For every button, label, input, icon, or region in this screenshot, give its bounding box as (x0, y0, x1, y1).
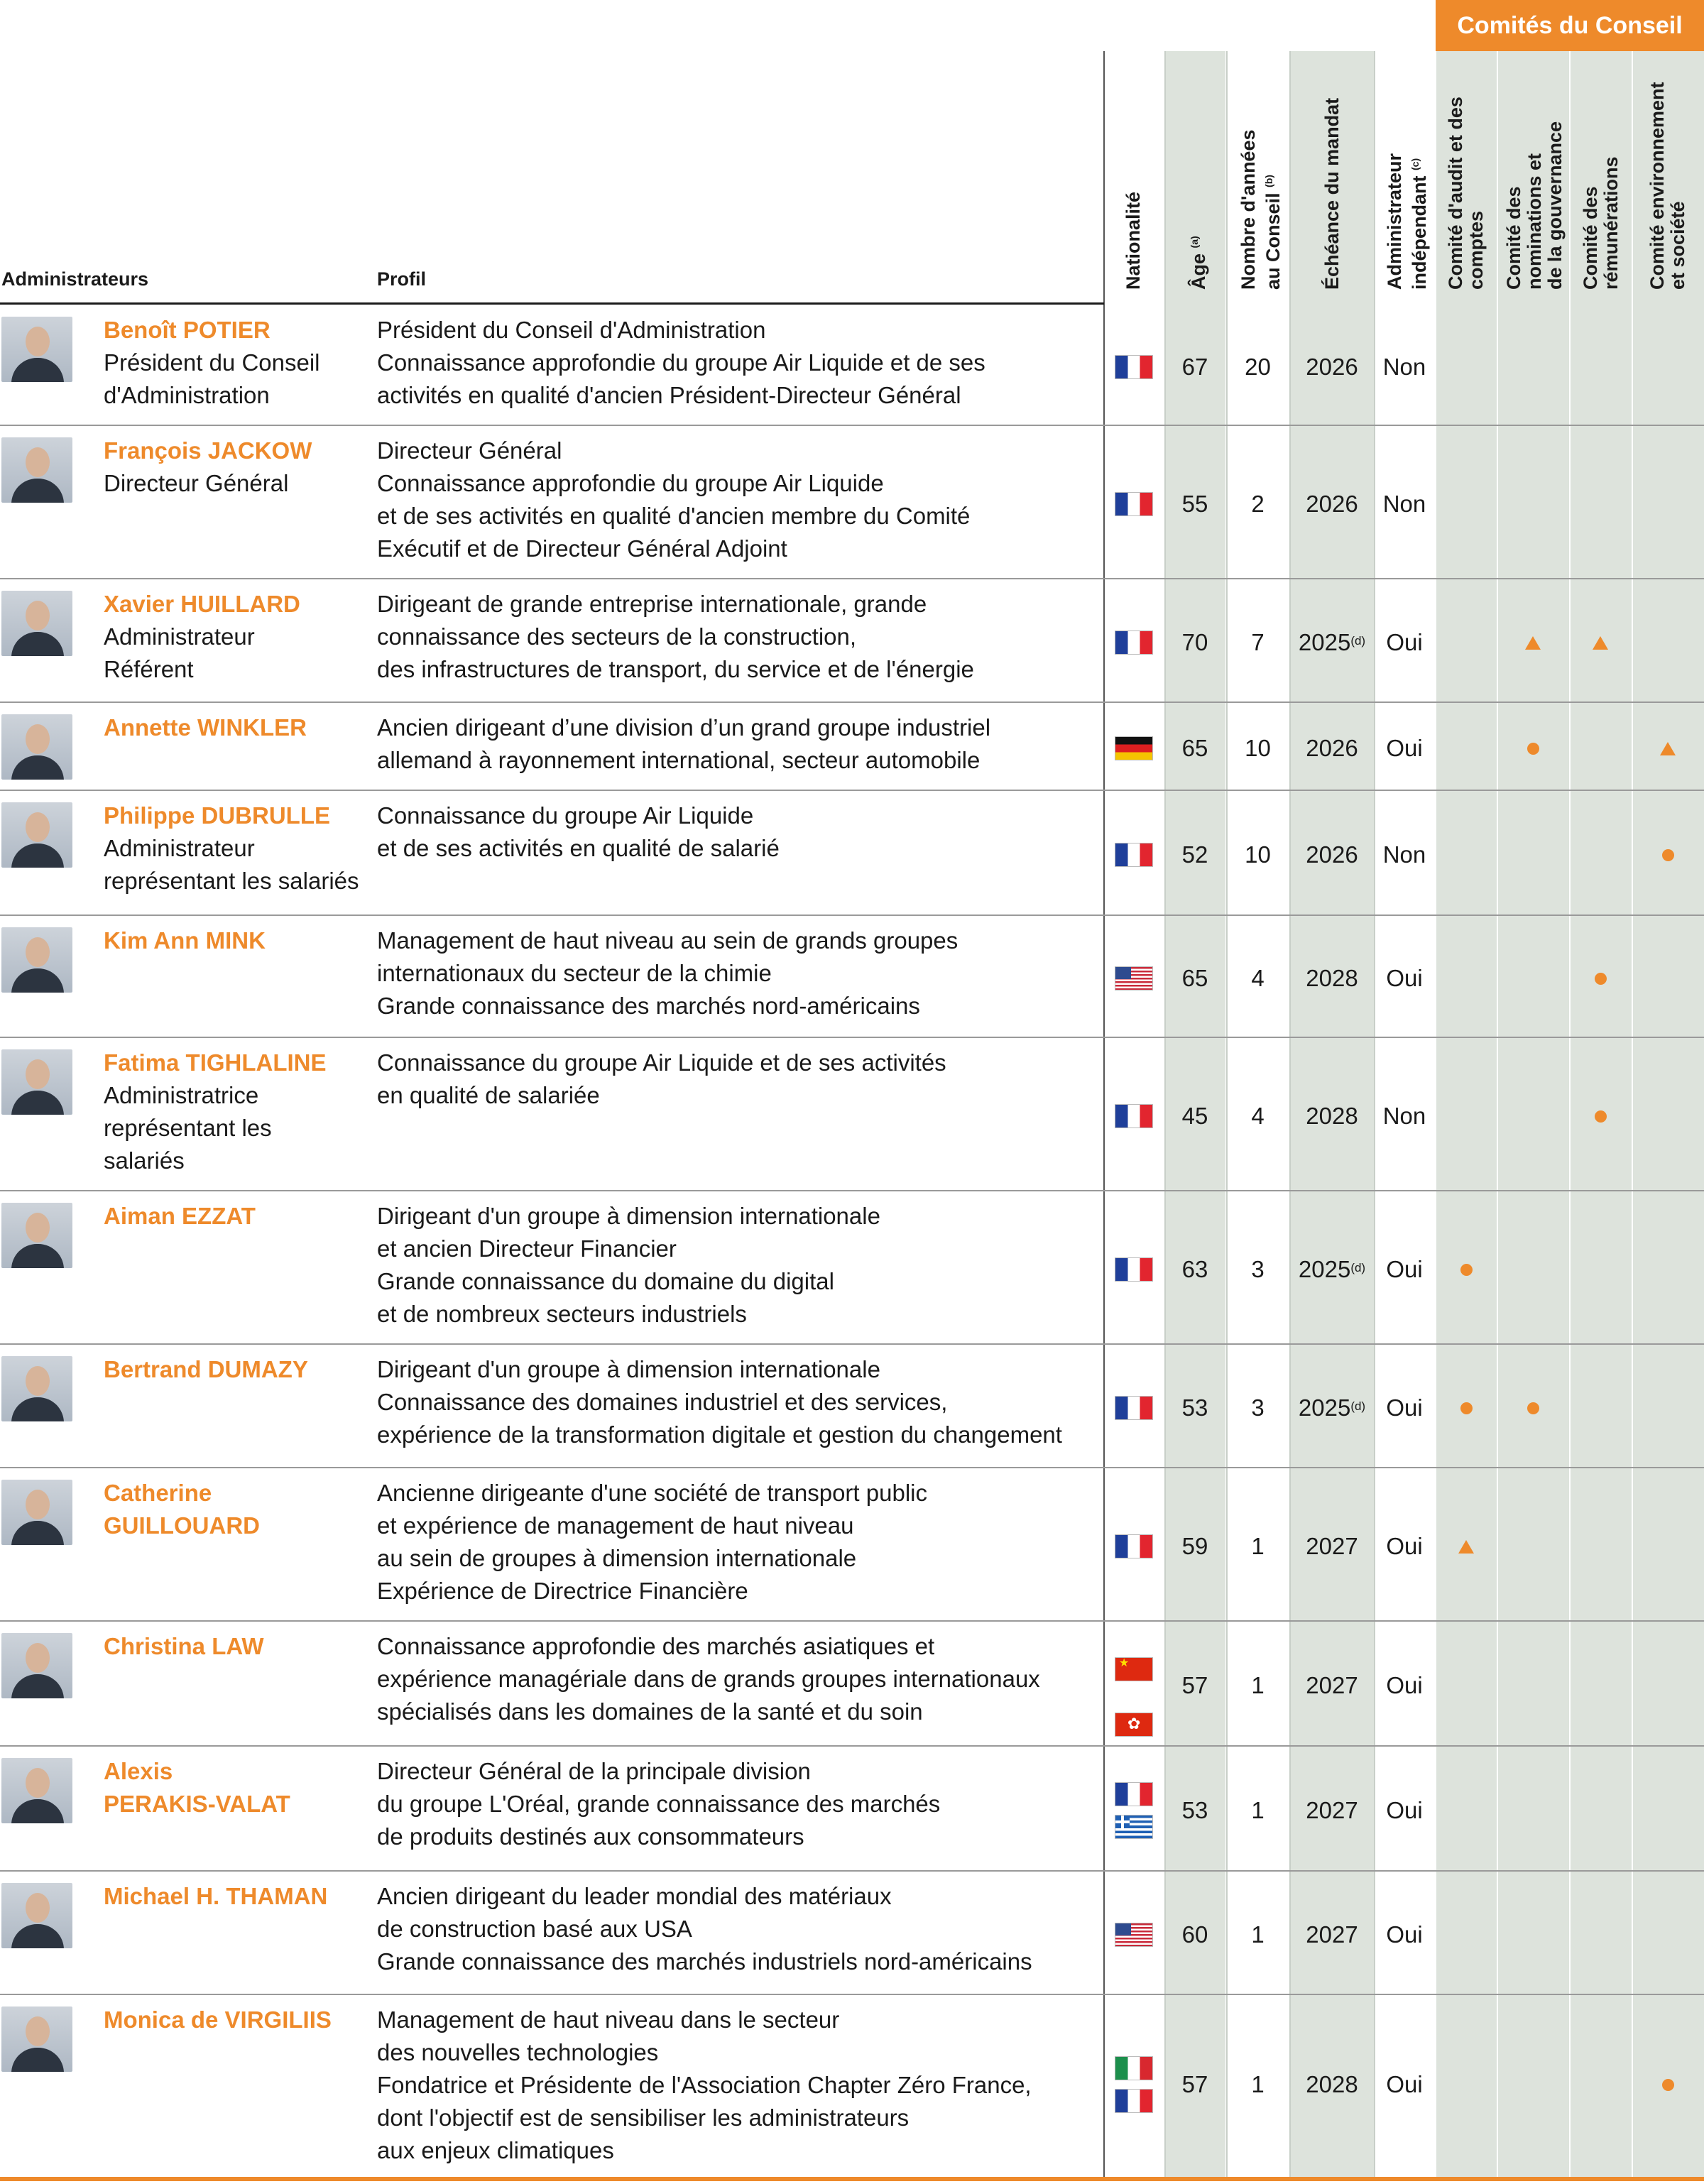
independent-value: Non (1382, 1103, 1426, 1129)
photo-head (26, 724, 50, 754)
age-value: 45 (1181, 1103, 1208, 1129)
director-profile: Dirigeant de grande entreprise internationale, grande connaissance des secteurs de la construction, des infrastructures de transport, du service et de l'énergie (377, 591, 974, 682)
director-profile: Connaissance du groupe Air Liquide et de ses activités en qualité de salarié (377, 802, 780, 861)
photo-head (26, 2016, 50, 2046)
header-term-expiry: Échéance du mandat (1321, 97, 1343, 290)
row-divider (0, 1190, 1704, 1191)
header-age: Âge $^{(a)}$ (1188, 236, 1209, 290)
header-profile: Profil (377, 268, 427, 290)
director-name: Michael H. THAMAN (104, 1883, 328, 1909)
director-profile: Connaissance du groupe Air Liquide et de ses activités en qualité de salariée (377, 1049, 946, 1108)
director-photo (1, 1480, 72, 1545)
age-value: 65 (1181, 965, 1208, 991)
term-year: 2025 (1298, 1394, 1351, 1421)
photo-body (11, 1244, 64, 1268)
age-value: 55 (1181, 491, 1208, 517)
france-flag-icon (1115, 631, 1152, 654)
column-divider (1435, 51, 1436, 2177)
environment-member-dot-icon (1662, 849, 1674, 861)
years-on-board-value: 3 (1251, 1394, 1265, 1421)
term-year: 2025 (1298, 1256, 1351, 1282)
column-divider (1569, 51, 1571, 2177)
age-value: 53 (1181, 1394, 1208, 1421)
director-name: Fatima TIGHLALINE (104, 1049, 327, 1076)
director-photo (1, 1356, 72, 1421)
row-divider (0, 914, 1704, 916)
independent-value: Oui (1386, 1394, 1423, 1421)
independent-value: Oui (1386, 1797, 1423, 1823)
photo-body (11, 1521, 64, 1545)
row-divider (0, 1994, 1704, 1995)
director-role: Administrateur représentant les salariés (104, 835, 359, 894)
usa-flag-icon (1115, 967, 1152, 990)
director-profile: Directeur Général de la principale division du groupe L'Oréal, grande connaissance des marchés de produits destinés aux consommateurs (377, 1758, 941, 1850)
header-years-on-board: Nombre d'années au Conseil $^{(b)}$ (1238, 129, 1284, 290)
term-year: 2026 (1306, 491, 1358, 517)
independent-value: Oui (1386, 2071, 1423, 2097)
column-divider (1632, 51, 1633, 2177)
remuneration-member-dot-icon (1595, 973, 1607, 985)
years-on-board-value: 4 (1251, 1103, 1265, 1129)
france-flag-icon (1115, 493, 1152, 515)
age-value: 59 (1181, 1533, 1208, 1559)
photo-body (11, 479, 64, 503)
photo-body (11, 1799, 64, 1823)
years-on-board-value: 1 (1251, 2071, 1265, 2097)
director-photo (1, 1883, 72, 1948)
france-flag-icon (1115, 1105, 1152, 1128)
director-photo (1, 802, 72, 868)
years-on-board-value: 10 (1245, 735, 1271, 761)
independent-value: Oui (1386, 735, 1423, 761)
independent-value: Oui (1386, 1533, 1423, 1559)
director-role: Administratrice représentant les salariés (104, 1082, 272, 1174)
photo-head (26, 1893, 50, 1923)
director-name: Christina LAW (104, 1633, 264, 1659)
photo-body (11, 358, 64, 382)
term-expiry-value (1290, 488, 1374, 520)
greece-flag-icon (1115, 1816, 1152, 1838)
term-expiry-value (1290, 962, 1374, 995)
director-photo (1, 1758, 72, 1823)
photo-body (11, 1924, 64, 1948)
age-value: 60 (1181, 1921, 1208, 1948)
term-year: 2026 (1306, 841, 1358, 868)
director-photo (1, 927, 72, 993)
director-photo (1, 591, 72, 656)
header-environment-committee: Comité environnement et société (1646, 82, 1688, 290)
director-profile: Connaissance approfondie des marchés asiatiques et expérience managériale dans de grands groupes internationaux spécialisés dans les domaines de la santé et du soin (377, 1633, 1040, 1725)
years-on-board-value: 1 (1251, 1533, 1265, 1559)
remuneration-chair-triangle-icon (1593, 636, 1608, 650)
row-divider (0, 1343, 1704, 1345)
term-expiry-value (1290, 1918, 1374, 1951)
independent-value: Non (1382, 491, 1426, 517)
row-divider (0, 1620, 1704, 1622)
photo-body (11, 632, 64, 656)
row-divider (0, 1745, 1704, 1747)
term-year: 2028 (1306, 2071, 1358, 2097)
photo-body (11, 843, 64, 868)
director-photo (1, 437, 72, 503)
term-footnote: (d) (1350, 1399, 1366, 1413)
row-divider (0, 425, 1704, 426)
director-name: François JACKOW (104, 437, 312, 464)
term-year: 2028 (1306, 965, 1358, 991)
france-flag-icon (1115, 1783, 1152, 1806)
years-on-board-value: 3 (1251, 1256, 1265, 1282)
environment-chair-triangle-icon (1660, 742, 1676, 755)
photo-head (26, 1768, 50, 1798)
years-on-board-value: 1 (1251, 1672, 1265, 1698)
term-expiry-value (1290, 1669, 1374, 1702)
age-value: 57 (1181, 2071, 1208, 2097)
nominations-member-dot-icon (1527, 743, 1539, 755)
age-value: 57 (1181, 1672, 1208, 1698)
director-role: Directeur Général (104, 470, 289, 496)
photo-head (26, 447, 50, 477)
director-name: Benoît POTIER (104, 317, 271, 343)
column-divider (1103, 51, 1105, 2177)
france-flag-icon (1115, 2090, 1152, 2112)
photo-head (26, 1059, 50, 1089)
photo-body (11, 1091, 64, 1115)
china-flag-icon (1115, 1658, 1152, 1681)
term-expiry-value (1290, 1530, 1374, 1563)
term-expiry-value (1290, 1100, 1374, 1132)
director-photo (1, 2006, 72, 2072)
term-year: 2027 (1306, 1672, 1358, 1698)
photo-head (26, 1490, 50, 1519)
director-role: Administrateur Référent (104, 623, 255, 682)
photo-head (26, 1213, 50, 1243)
director-name: Monica de VIRGILIIS (104, 2006, 332, 2033)
term-year: 2027 (1306, 1797, 1358, 1823)
germany-flag-icon (1115, 737, 1152, 760)
independent-value: Non (1382, 841, 1426, 868)
table-bottom-rule (0, 2177, 1704, 2181)
row-divider (0, 790, 1704, 791)
photo-head (26, 937, 50, 967)
column-divider (1497, 51, 1498, 2177)
director-name: Bertrand DUMAZY (104, 1356, 308, 1382)
row-divider (0, 578, 1704, 579)
director-profile: Directeur Général Connaissance approfondie du groupe Air Liquide et de ses activités en qualité d'ancien membre du Comité Exécutif et de Directeur Général Adjoint (377, 437, 971, 562)
term-year: 2027 (1306, 1533, 1358, 1559)
nominations-chair-triangle-icon (1525, 636, 1541, 650)
photo-head (26, 327, 50, 356)
photo-head (26, 1366, 50, 1396)
row-divider (0, 1037, 1704, 1038)
director-photo (1, 1049, 72, 1115)
term-expiry-value (1290, 351, 1374, 383)
independent-value: Oui (1386, 1921, 1423, 1948)
hong-kong-flag-icon (1115, 1713, 1152, 1736)
independent-value: Oui (1386, 629, 1423, 655)
term-expiry-value (1290, 732, 1374, 765)
header-independent: Administrateur indépendant $^{(c)}$ (1384, 153, 1430, 290)
photo-body (11, 1397, 64, 1421)
director-photo (1, 1633, 72, 1698)
age-value: 63 (1181, 1256, 1208, 1282)
director-photo (1, 1203, 72, 1268)
row-divider (0, 1467, 1704, 1468)
italy-flag-icon (1115, 2057, 1152, 2080)
years-on-board-value: 2 (1251, 491, 1265, 517)
director-profile: Dirigeant d'un groupe à dimension internationale et ancien Directeur Financier Grande connaissance du domaine du digital et de nombreux secteurs industriels (377, 1203, 880, 1327)
director-name: Catherine GUILLOUARD (104, 1480, 260, 1539)
director-profile: Ancien dirigeant du leader mondial des matériaux de construction basé aux USA Grande connaissance des marchés industriels nord-américains (377, 1883, 1032, 1975)
france-flag-icon (1115, 843, 1152, 866)
term-footnote: (d) (1350, 1261, 1366, 1274)
independent-value: Oui (1386, 965, 1423, 991)
header-directors: Administrateurs (1, 268, 149, 290)
term-year: 2025 (1298, 629, 1351, 655)
independent-value: Oui (1386, 1256, 1423, 1282)
director-name: Xavier HUILLARD (104, 591, 300, 617)
years-on-board-value: 7 (1251, 629, 1265, 655)
photo-body (11, 1674, 64, 1698)
term-expiry-value (1290, 1794, 1374, 1827)
director-name: Annette WINKLER (104, 714, 307, 741)
director-role: Président du Conseil d'Administration (104, 349, 320, 408)
france-flag-icon (1115, 1535, 1152, 1558)
france-flag-icon (1115, 1397, 1152, 1419)
row-divider (0, 1870, 1704, 1872)
term-expiry-value (1290, 1253, 1374, 1286)
photo-head (26, 812, 50, 842)
age-value: 70 (1181, 629, 1208, 655)
term-year: 2026 (1306, 354, 1358, 380)
age-value: 53 (1181, 1797, 1208, 1823)
years-on-board-value: 10 (1245, 841, 1271, 868)
years-on-board-value: 4 (1251, 965, 1265, 991)
age-value: 67 (1181, 354, 1208, 380)
independent-value: Oui (1386, 1672, 1423, 1698)
photo-body (11, 755, 64, 780)
term-year: 2028 (1306, 1103, 1358, 1129)
director-name: Alexis PERAKIS-VALAT (104, 1758, 290, 1817)
header-remuneration-committee: Comité des rémunérations (1580, 156, 1622, 290)
header-rule (0, 302, 1104, 305)
header-audit-committee: Comité d'audit et des comptes (1445, 97, 1487, 290)
france-flag-icon (1115, 1258, 1152, 1281)
director-profile: Management de haut niveau dans le secteur des nouvelles technologies Fondatrice et Présidente de l'Association Chapter Zéro France, dont l'objectif est de sensibiliser les administrateurs aux enjeux climatiques (377, 2006, 1032, 2163)
age-value: 65 (1181, 735, 1208, 761)
row-divider (0, 701, 1704, 703)
term-expiry-value (1290, 2068, 1374, 2101)
committees-title: Comités du Conseil (1436, 0, 1704, 51)
header-nominations-committee: Comité des nominations et de la gouvernance (1503, 121, 1566, 290)
photo-body (11, 968, 64, 993)
environment-member-dot-icon (1662, 2079, 1674, 2091)
photo-head (26, 601, 50, 630)
audit-member-dot-icon (1460, 1264, 1473, 1276)
director-photo (1, 714, 72, 780)
independent-value: Non (1382, 354, 1426, 380)
director-name: Aiman EZZAT (104, 1203, 256, 1229)
director-profile: Ancienne dirigeante d'une société de transport public et expérience de management de haut niveau au sein de groupes à dimension internationale Expérience de Directrice Financière (377, 1480, 927, 1604)
director-profile: Dirigeant d'un groupe à dimension internationale Connaissance des domaines industriel et des services, expérience de la transformation digitale et gestion du changement (377, 1356, 1062, 1448)
director-profile: Ancien dirigeant d’une division d’un grand groupe industriel allemand à rayonnement international, secteur automobile (377, 714, 991, 773)
age-value: 52 (1181, 841, 1208, 868)
term-expiry-value (1290, 1392, 1374, 1424)
audit-member-dot-icon (1460, 1402, 1473, 1414)
audit-chair-triangle-icon (1458, 1540, 1474, 1554)
director-name: Kim Ann MINK (104, 927, 266, 954)
photo-head (26, 1643, 50, 1673)
director-profile: Président du Conseil d'Administration Connaissance approfondie du groupe Air Liquide et de ses activités en qualité d'ancien Président-Directeur Général (377, 317, 985, 408)
nominations-member-dot-icon (1527, 1402, 1539, 1414)
years-on-board-value: 1 (1251, 1921, 1265, 1948)
director-name: Philippe DUBRULLE (104, 802, 330, 829)
france-flag-icon (1115, 356, 1152, 378)
term-year: 2026 (1306, 735, 1358, 761)
term-expiry-value (1290, 626, 1374, 659)
director-profile: Management de haut niveau au sein de grands groupes internationaux du secteur de la chimie Grande connaissance des marchés nord-américains (377, 927, 958, 1019)
director-photo (1, 317, 72, 382)
usa-flag-icon (1115, 1923, 1152, 1946)
header-nationality: Nationalité (1123, 191, 1144, 290)
years-on-board-value: 1 (1251, 1797, 1265, 1823)
term-expiry-value (1290, 839, 1374, 871)
remuneration-member-dot-icon (1595, 1110, 1607, 1123)
term-footnote: (d) (1350, 634, 1366, 648)
years-on-board-value: 20 (1245, 354, 1271, 380)
term-year: 2027 (1306, 1921, 1358, 1948)
photo-body (11, 2048, 64, 2072)
